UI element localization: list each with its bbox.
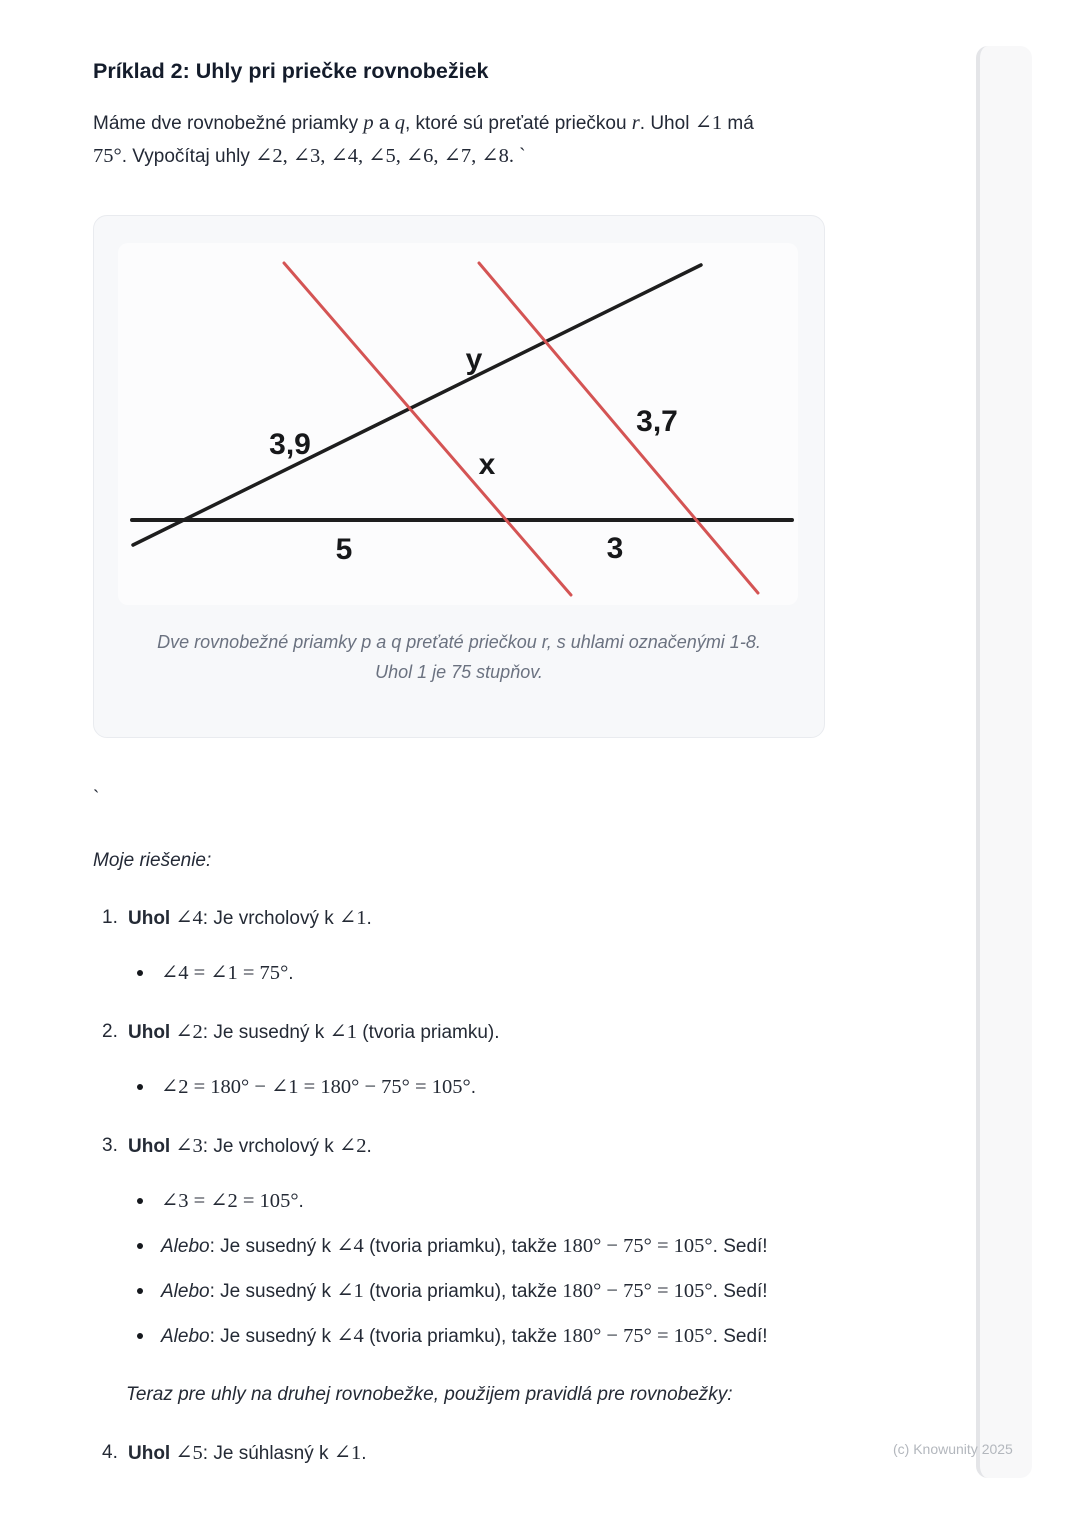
diagram-label-x: x xyxy=(478,448,496,481)
item-number: 3. xyxy=(102,1135,118,1156)
diagram-label-3-9: 3,9 xyxy=(269,428,311,461)
intro-paragraph xyxy=(93,107,825,173)
figure-card xyxy=(93,215,825,738)
item-number: 4. xyxy=(102,1442,118,1463)
stray-backtick: ` xyxy=(93,788,100,809)
item-number: 2. xyxy=(102,1021,118,1042)
solution-item-3-bullet-2 xyxy=(93,1232,825,1261)
bullet-dot xyxy=(137,1333,143,1339)
red-transversal-1 xyxy=(284,263,571,595)
solution-item-2-bullet-1 xyxy=(93,1073,825,1102)
figure-caption-line-2: Uhol 1 je 75 stupňov. xyxy=(375,662,543,682)
solution-item-3-bullet-3 xyxy=(93,1277,825,1306)
intro-line-2: 75°. Vypočítaj uhly ∠2, ∠3, ∠4, ∠5, ∠6, ∠7, ∠8. ` xyxy=(93,145,526,167)
bullet-text: Alebo: Je susedný k ∠1 (tvoria priamku), takže 180° − 75° = 105°. Sedí! xyxy=(161,1280,768,1302)
figure-image xyxy=(118,243,798,605)
figure-caption xyxy=(118,627,800,687)
figure-caption-line-1: Dve rovnobežné priamky p a q preťaté priečkou r, s uhlami označenými 1-8. xyxy=(157,632,761,652)
bullet-text: Alebo: Je susedný k ∠4 (tvoria priamku), takže 180° − 75° = 105°. Sedí! xyxy=(161,1235,768,1257)
item-number: 1. xyxy=(102,907,118,928)
solution-item-3 xyxy=(93,1132,825,1161)
solution-item-3-bullet-4 xyxy=(93,1322,825,1351)
item-title: Uhol ∠2: Je susedný k ∠1 (tvoria priamku). xyxy=(128,1021,500,1043)
intro-line-1: Máme dve rovnobežné priamky p a q, ktoré sú preťaté priečkou r. Uhol ∠1 má xyxy=(93,112,754,134)
solution-item-3-bullet-1 xyxy=(93,1187,825,1216)
bullet-text: Alebo: Je susedný k ∠4 (tvoria priamku), takže 180° − 75° = 105°. Sedí! xyxy=(161,1325,768,1347)
solution-item-2 xyxy=(93,1018,825,1047)
bullet-dot xyxy=(137,1288,143,1294)
copyright-footer: (c) Knowunity 2025 xyxy=(893,1441,1013,1457)
item-title: Uhol ∠3: Je vrcholový k ∠2. xyxy=(128,1135,372,1157)
diagram-label-y: y xyxy=(465,343,483,376)
bullet-dot xyxy=(137,1084,143,1090)
item-title: Uhol ∠4: Je vrcholový k ∠1. xyxy=(128,907,372,929)
bullet-dot xyxy=(137,970,143,976)
content-column xyxy=(93,0,825,1468)
solution-item-1-bullet-1 xyxy=(93,959,825,988)
diagram-label-3: 3 xyxy=(606,532,624,565)
bullet-text: ∠3 = ∠2 = 105°. xyxy=(161,1190,304,1212)
item-title: Uhol ∠5: Je súhlasný k ∠1. xyxy=(128,1442,367,1464)
bullet-dot xyxy=(137,1198,143,1204)
solution-heading: Moje riešenie: xyxy=(93,850,212,871)
bullet-text: ∠4 = ∠1 = 75°. xyxy=(161,962,294,984)
scrollbar-thumb[interactable] xyxy=(976,46,1032,1478)
black-diagonal-line xyxy=(133,265,701,545)
bullet-text: ∠2 = 180° − ∠1 = 180° − 75° = 105°. xyxy=(161,1076,476,1098)
parallel-rules-note: Teraz pre uhly na druhej rovnobežke, použijem pravidlá pre rovnobežky: xyxy=(126,1384,733,1405)
diagram-label-5: 5 xyxy=(335,533,353,566)
page-title: Príklad 2: Uhly pri priečke rovnobežiek xyxy=(93,59,489,83)
solution-item-4 xyxy=(93,1439,825,1468)
diagram-label-3-7: 3,7 xyxy=(636,405,678,438)
geometry-diagram xyxy=(118,243,798,605)
solution-item-1 xyxy=(93,904,825,933)
bullet-dot xyxy=(137,1243,143,1249)
